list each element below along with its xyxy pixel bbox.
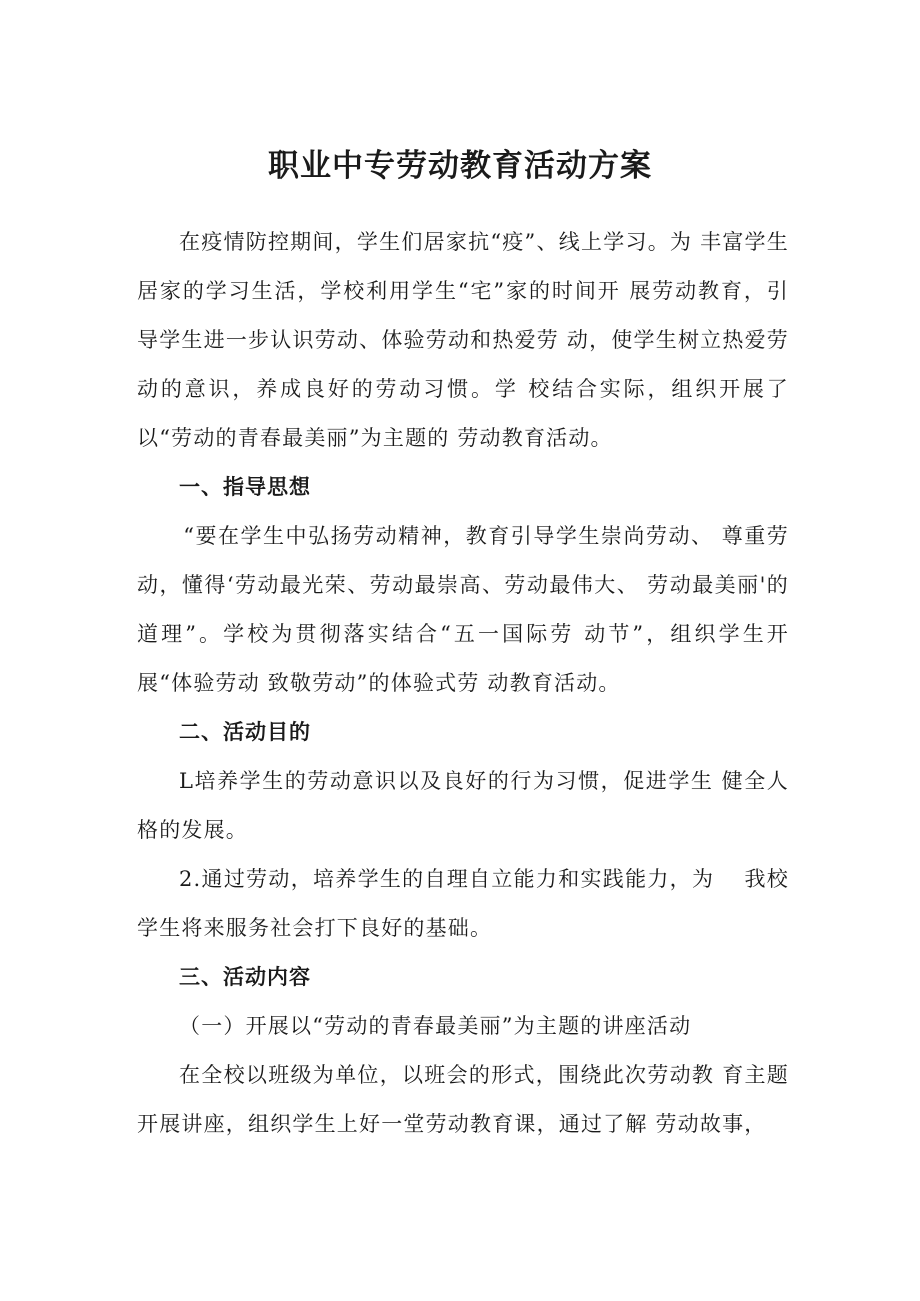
document-body	[137, 218, 789, 1149]
purpose-item-2: 2.通过劳动，培养学生的自理自立能力和实践能力，为 我校学生将来服务社会打下良好的基础。	[137, 867, 789, 940]
purpose-item-1: L培养学生的劳动意识以及良好的行为习惯，促进学生 健全人格的发展。	[137, 769, 789, 842]
document-title: 职业中专劳动教育活动方案	[268, 148, 652, 184]
lecture-paragraph: 在全校以班级为单位，以班会的形式，围绕此次劳动教 育主题开展讲座，组织学生上好一堂劳动教育课，通过了解 劳动故事，	[137, 1063, 789, 1136]
section-heading-activity-content: 三、活动内容	[179, 965, 311, 989]
guiding-ideology-paragraph: “要在学生中弘扬劳动精神，教育引导学生崇尚劳动、 尊重劳动，懂得‘劳动最光荣、劳动最崇高、劳动最伟大、 劳动最美丽'的道理”。学校为贯彻落实结合“五一国际劳 动节”，组织学生开展“体验劳动 致敬劳动”的体验式劳 动教育活动。	[137, 524, 789, 695]
activity-subheading-lecture: （一）开展以“劳动的青春最美丽”为主题的讲座活动	[179, 1014, 692, 1038]
intro-paragraph: 在疫情防控期间，学生们居家抗“疫”、线上学习。为 丰富学生居家的学习生活，学校利用学生“宅”家的时间开 展劳动教育，引导学生进一步认识劳动、体验劳动和热爱劳 动，使学生树立热爱劳动的意识，养成良好的劳动习惯。学 校结合实际，组织开展了以“劳动的青春最美丽”为主题的 劳动教育活动。	[137, 230, 789, 450]
section-heading-activity-purpose: 二、活动目的	[179, 720, 311, 744]
section-heading-guiding-ideology: 一、指导思想	[179, 475, 311, 499]
